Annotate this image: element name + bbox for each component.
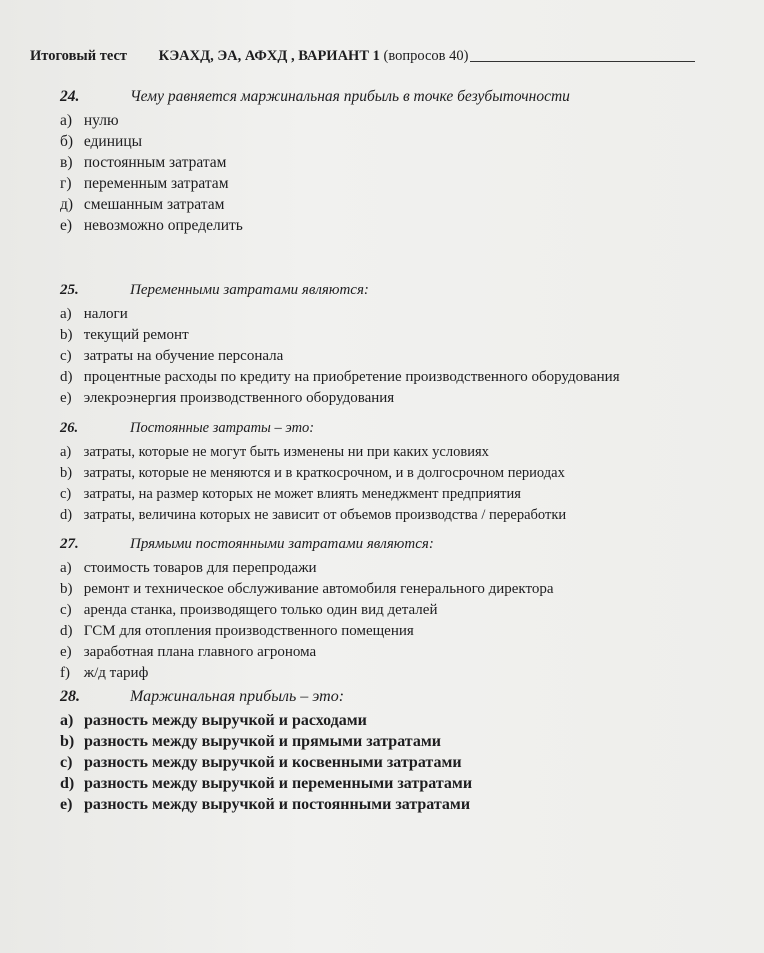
question-number: 24. bbox=[60, 88, 80, 105]
question-text: Постоянные затраты – это: bbox=[130, 420, 315, 436]
option-marker: a) bbox=[60, 306, 72, 322]
option-text: разность между выручкой и переменными затратами bbox=[80, 775, 473, 792]
option-text: затраты, на размер которых не может влиять менеджмент предприятия bbox=[80, 486, 521, 502]
answer-option bbox=[60, 600, 754, 621]
answer-option bbox=[60, 505, 754, 526]
answer-option bbox=[60, 710, 754, 731]
option-text: ГСМ для отопления производственного помещения bbox=[80, 623, 414, 639]
question-text: Прямыми постоянными затратами являются: bbox=[130, 536, 434, 552]
test-header bbox=[30, 48, 695, 65]
option-text: разность между выручкой и прямыми затратами bbox=[80, 733, 441, 750]
option-text: единицы bbox=[80, 133, 143, 150]
answer-option bbox=[60, 215, 754, 236]
answer-option bbox=[60, 484, 754, 505]
answer-option bbox=[60, 558, 754, 579]
answer-option bbox=[60, 442, 754, 463]
option-marker: a) bbox=[60, 444, 72, 460]
answer-option bbox=[60, 194, 754, 215]
answer-option bbox=[60, 579, 754, 600]
option-text: ж/д тариф bbox=[80, 665, 149, 681]
answer-option bbox=[60, 773, 754, 794]
answer-option bbox=[60, 367, 754, 388]
option-marker: d) bbox=[60, 775, 75, 792]
question-number: 25. bbox=[60, 282, 79, 298]
option-text: затраты, которые не меняются и в краткосрочном, и в долгосрочном периодах bbox=[80, 465, 565, 481]
answer-option bbox=[60, 621, 754, 642]
name-line bbox=[470, 61, 695, 62]
option-marker: c) bbox=[60, 754, 73, 771]
option-text: затраты, которые не могут быть изменены ни при каких условиях bbox=[80, 444, 489, 460]
option-text: затраты на обучение персонала bbox=[80, 348, 284, 364]
option-marker: d) bbox=[60, 623, 73, 639]
option-marker: г) bbox=[60, 175, 72, 192]
answer-option bbox=[60, 346, 754, 367]
option-text: разность между выручкой и косвенными затратами bbox=[80, 754, 462, 771]
option-text: постоянным затратам bbox=[80, 154, 227, 171]
answer-option bbox=[60, 110, 754, 131]
option-text: переменным затратам bbox=[80, 175, 229, 192]
option-marker: д) bbox=[60, 196, 74, 213]
question-count: (вопросов 40) bbox=[383, 48, 469, 64]
answer-option bbox=[60, 463, 754, 484]
option-text: налоги bbox=[80, 306, 128, 322]
question-block bbox=[60, 536, 754, 684]
option-marker: c) bbox=[60, 486, 72, 502]
question-block bbox=[60, 88, 754, 236]
option-text: процентные расходы по кредиту на приобретение производственного оборудования bbox=[80, 369, 620, 385]
option-marker: a) bbox=[60, 560, 72, 576]
question-block bbox=[60, 688, 754, 815]
option-text: текущий ремонт bbox=[80, 327, 189, 343]
option-marker: a) bbox=[60, 712, 74, 729]
option-marker: d) bbox=[60, 369, 73, 385]
option-marker: c) bbox=[60, 602, 72, 618]
option-text: стоимость товаров для перепродажи bbox=[80, 560, 317, 576]
question-heading bbox=[60, 688, 754, 710]
option-text: ремонт и техническое обслуживание автомобиля генерального директора bbox=[80, 581, 554, 597]
option-text: аренда станка, производящего только один вид деталей bbox=[80, 602, 438, 618]
option-marker: c) bbox=[60, 348, 72, 364]
answer-option bbox=[60, 325, 754, 346]
option-marker: e) bbox=[60, 644, 72, 660]
option-marker: в) bbox=[60, 154, 73, 171]
option-marker: e) bbox=[60, 390, 72, 406]
option-text: разность между выручкой и расходами bbox=[80, 712, 367, 729]
option-marker: b) bbox=[60, 465, 73, 481]
question-text: Переменными затратами являются: bbox=[130, 282, 369, 298]
answer-option bbox=[60, 731, 754, 752]
question-text: Маржинальная прибыль – это: bbox=[130, 688, 345, 705]
option-marker: b) bbox=[60, 327, 73, 343]
option-text: смешанным затратам bbox=[80, 196, 225, 213]
answer-option bbox=[60, 304, 754, 325]
question-heading bbox=[60, 88, 754, 110]
test-subject: КЭАХД, ЭА, АФХД , ВАРИАНТ 1 bbox=[158, 48, 380, 64]
answer-option bbox=[60, 794, 754, 815]
option-text: заработная плана главного агронома bbox=[80, 644, 317, 660]
question-heading bbox=[60, 420, 754, 442]
question-text: Чему равняется маржинальная прибыль в точке безубыточности bbox=[130, 88, 570, 105]
option-text: невозможно определить bbox=[80, 217, 243, 234]
answer-option bbox=[60, 152, 754, 173]
question-block bbox=[60, 282, 754, 409]
option-marker: b) bbox=[60, 581, 73, 597]
option-marker: b) bbox=[60, 733, 75, 750]
question-heading bbox=[60, 536, 754, 558]
question-number: 28. bbox=[60, 688, 80, 705]
option-marker: б) bbox=[60, 133, 74, 150]
option-marker: f) bbox=[60, 665, 70, 681]
option-text: нулю bbox=[80, 112, 119, 129]
test-title: Итоговый тест bbox=[30, 48, 127, 64]
option-marker: e) bbox=[60, 796, 73, 813]
answer-option bbox=[60, 173, 754, 194]
answer-option bbox=[60, 131, 754, 152]
answer-option bbox=[60, 388, 754, 409]
option-text: элекроэнергия производственного оборудования bbox=[80, 390, 395, 406]
answer-option bbox=[60, 642, 754, 663]
question-block bbox=[60, 420, 754, 526]
option-text: разность между выручкой и постоянными затратами bbox=[80, 796, 471, 813]
option-marker: d) bbox=[60, 507, 73, 523]
option-text: затраты, величина которых не зависит от объемов производства / переработки bbox=[80, 507, 567, 523]
option-marker: а) bbox=[60, 112, 73, 129]
answer-option bbox=[60, 663, 754, 684]
option-marker: е) bbox=[60, 217, 73, 234]
question-number: 26. bbox=[60, 420, 79, 436]
answer-option bbox=[60, 752, 754, 773]
question-number: 27. bbox=[60, 536, 79, 552]
question-heading bbox=[60, 282, 754, 304]
